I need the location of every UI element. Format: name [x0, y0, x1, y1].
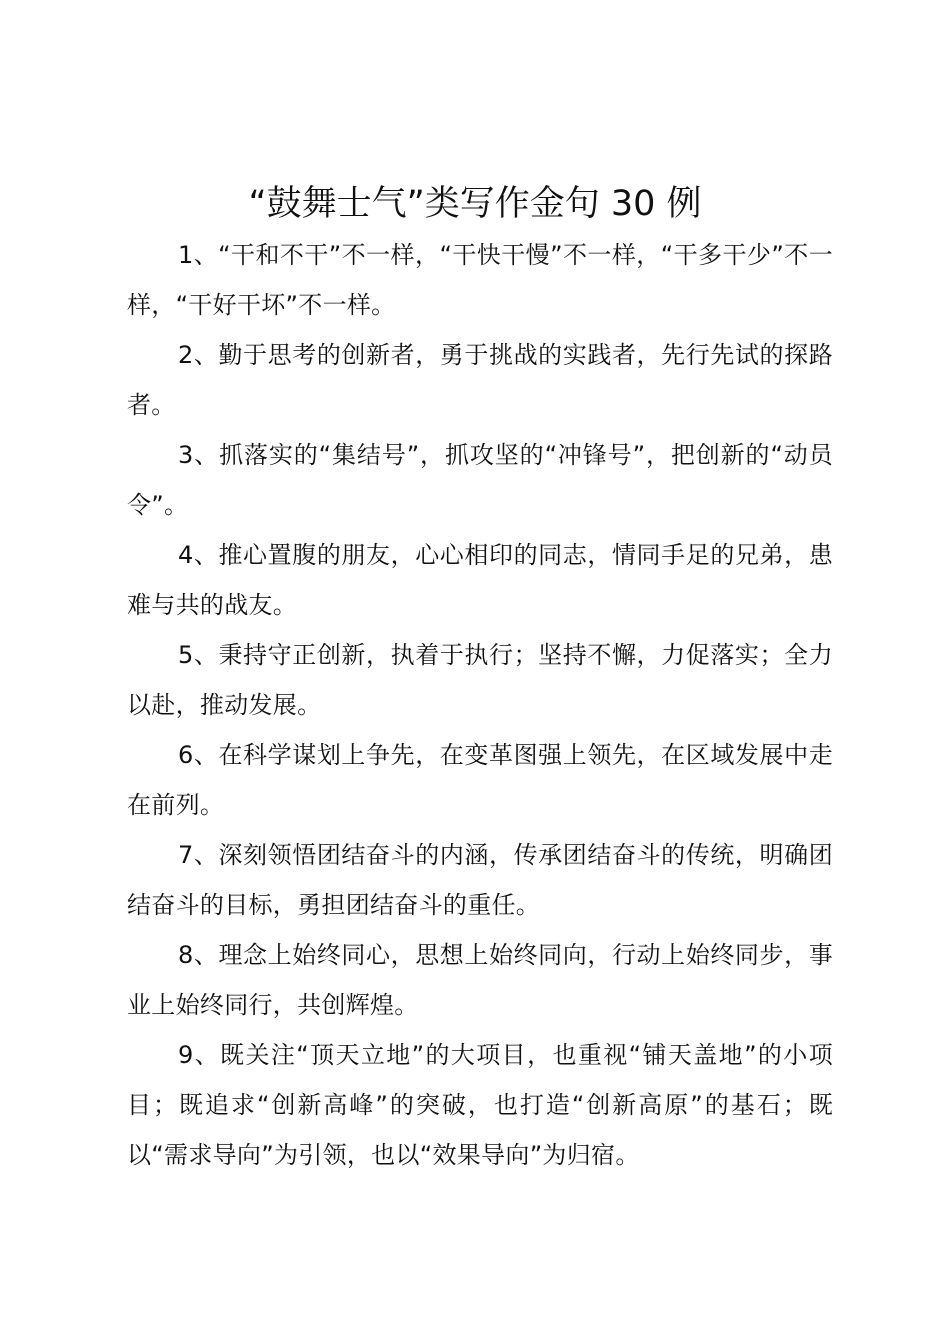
paragraph-7: 7、深刻领悟团结奋斗的内涵，传承团结奋斗的传统，明确团结奋斗的目标，勇担团结奋斗的重任。 — [127, 841, 833, 919]
paragraph-2: 2、勤于思考的创新者，勇于挑战的实践者，先行先试的探路者。 — [127, 341, 833, 419]
paragraph-5: 5、秉持守正创新，执着于执行；坚持不懈，力促落实；全力以赴，推动发展。 — [127, 641, 833, 719]
paragraph-8: 8、理念上始终同心，思想上始终同向，行动上始终同步，事业上始终同行，共创辉煌。 — [127, 941, 833, 1019]
paragraph-6: 6、在科学谋划上争先，在变革图强上领先，在区域发展中走在前列。 — [127, 741, 833, 819]
paragraph-9: 9、既关注“顶天立地”的大项目，也重视“铺天盖地”的小项目；既追求“创新高峰”的突破，也打造“创新高原”的基石；既以“需求导向”为引领，也以“效果导向”为归宿。 — [127, 1041, 833, 1169]
document-title: “鼓舞士气”类写作金句 30 例 — [248, 184, 702, 224]
paragraph-1: 1、“干和不干”不一样，“干快干慢”不一样，“干多干少”不一样，“干好干坏”不一样。 — [127, 241, 833, 319]
paragraph-3: 3、抓落实的“集结号”，抓攻坚的“冲锋号”，把创新的“动员令”。 — [127, 441, 833, 519]
paragraph-4: 4、推心置腹的朋友，心心相印的同志，情同手足的兄弟，患难与共的战友。 — [127, 541, 833, 619]
document-body — [127, 230, 833, 1180]
